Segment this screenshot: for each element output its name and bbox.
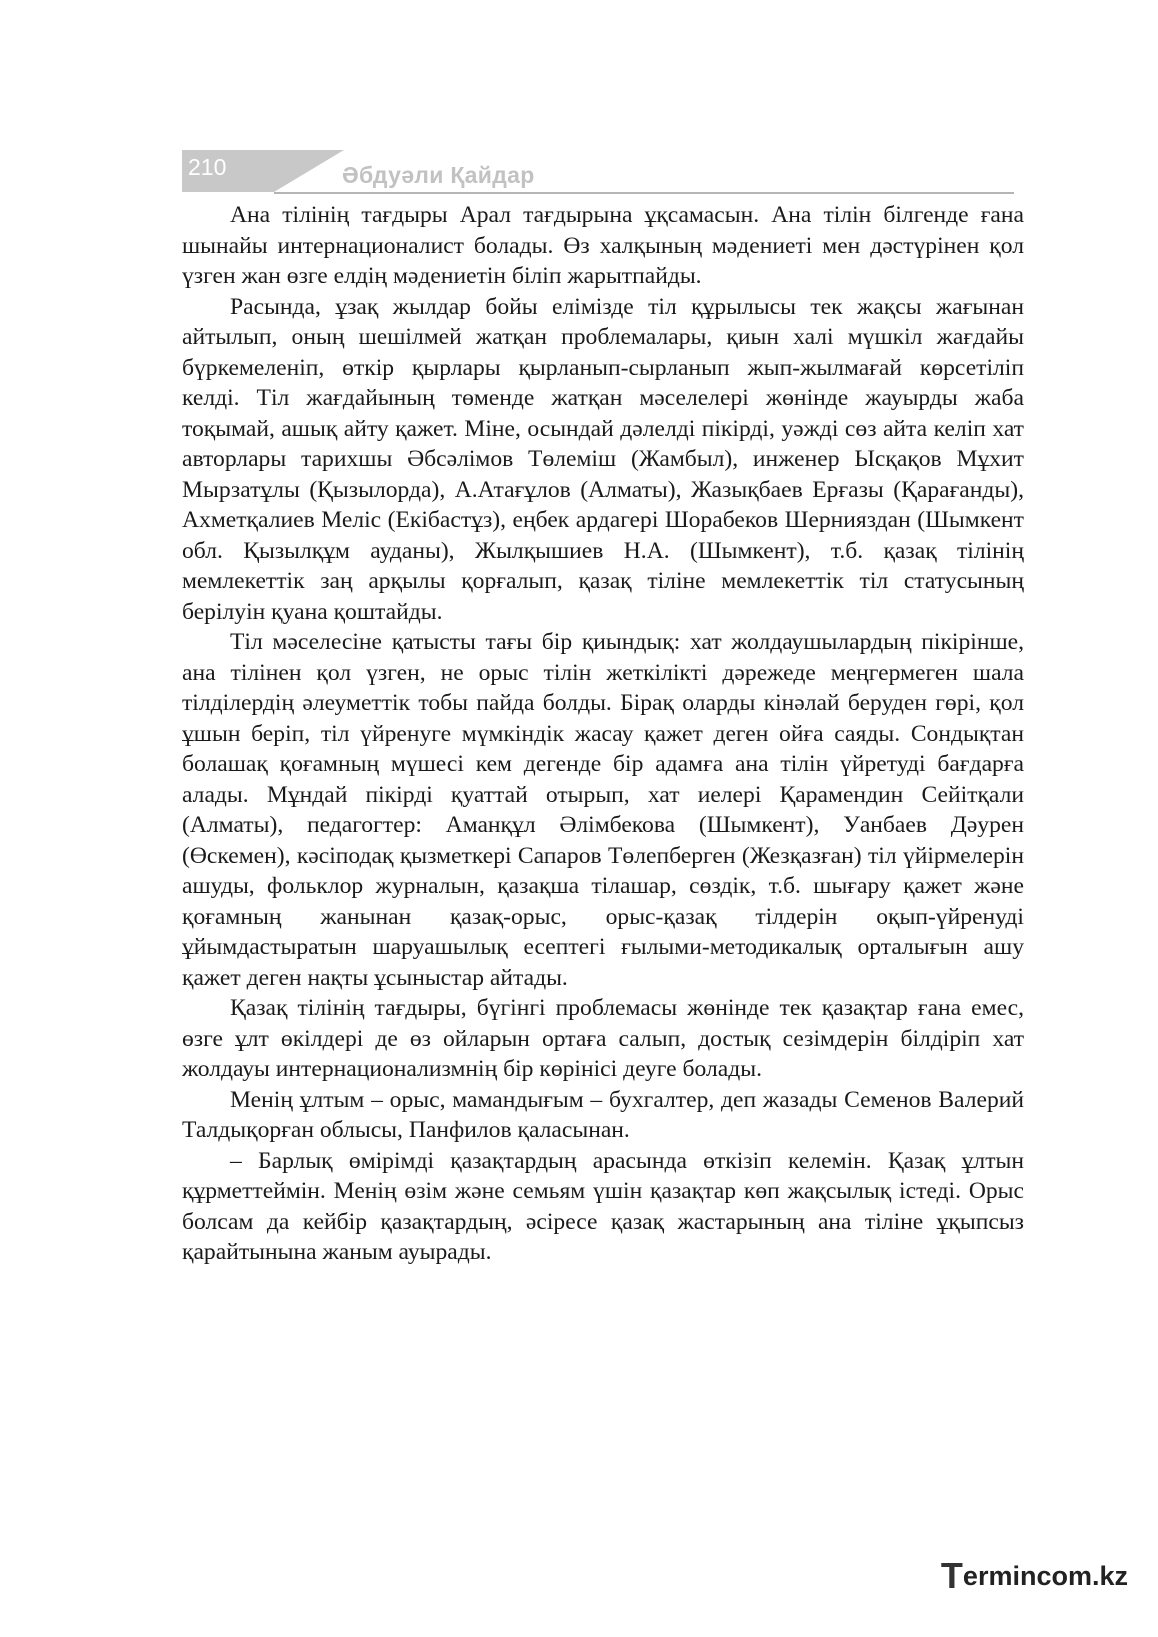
paragraph-3: Тіл мәселесіне қатысты тағы бір қиындық: хат жолдаушылардың пікірінше, ана тілінен қол үзген, не орыс тілін жеткілікті дәрежеде меңгермеген шала тілділердің әлеуметтік тобы пайда болды. Бірақ оларды кінәлай беруден гөрі, қол ұшын беріп, тіл үйренуге мүмкіндік жасау қажет деген ойға саяды. Сондықтан болашақ қоғамның мүшесі кем дегенде бір адамға ана тілін үйретуді бағдарға алады. Мұндай пікірді қуаттай отырып, хат иелері Қарамендин Сейітқали (Алматы), педагогтер: Аманқұл Әлімбекова (Шымкент), Уанбаев Дәурен (Өскемен), кәсіподақ қызметкері Сапаров Төлепберген (Жезқазған) тіл үйірмелерін ашуды, фольклор журналын, қазақша тілашар, сөздік, т.б. шығару қажет және қоғамның жанынан қазақ-орыс, орыс-қазақ тілдерін оқып-үйренуді ұйымдастыратын шаруашылық есептегі ғылыми-методикалық орталығын ашу қажет деген нақты ұсыныстар айтады. — [182, 629, 1024, 991]
paragraph-2: Расында, ұзақ жылдар бойы елімізде тіл құрылысы тек жақсы жағынан айтылып, оның шешілмей жатқан проблемалары, қиын халі мүшкіл жағдайы бүркемеленіп, өткір қырлары қырланып-сырланып жып-жылмағай көрсетіліп келді. Тіл жағдайының төменде жатқан мәселелері жөнінде жауырды жаба тоқымай, ашық айту қажет. Міне, осындай дәлелді пікірді, уәжді сөз айта келіп хат авторлары тарихшы Әбсәлімов Төлеміш (Жамбыл), инженер Ысқақов Мұхит Мырзатұлы (Қызылорда), А.Атағұлов (Алматы), Жазықбаев Ерғазы (Қарағанды), Ахметқалиев Меліс (Екібастұз), еңбек ардагері Шорабеков Шернияздан (Шымкент обл. Қызылқұм ауданы), Жылқышиев Н.А. (Шымкент), т.б. қазақ тілінің мемлекеттік заң арқылы қорғалып, қазақ тіліне мемлекеттік тіл статусының берілуін қуана қоштайды. — [182, 293, 1024, 625]
termincom-watermark — [941, 1555, 1128, 1597]
body-text — [182, 200, 1024, 1268]
watermark-text-b: o — [1051, 1561, 1068, 1591]
running-header-author: Әбдуәли Қайдар — [342, 162, 535, 188]
watermark-initial: T — [940, 1555, 963, 1596]
header-rule — [274, 192, 1014, 194]
paragraph-4: Қазақ тілінің тағдыры, бүгінгі проблемасы жөнінде тек қазақтар ғана емес, өзге ұлт өкілдері де өз ойларын ортаға салып, достық сезімдерін білдіріп хат жолдауы интернационализмнің бір көрінісі деуге болады. — [182, 995, 1024, 1082]
page-number-box — [182, 150, 274, 192]
page-number: 210 — [188, 154, 227, 180]
paragraph-5: Менің ұлтым – орыс, мамандығым – бухгалтер, деп жазады Семенов Валерий Талдықорған облысы, Панфилов қаласынан. — [182, 1086, 1024, 1143]
header-wedge-decoration — [274, 150, 344, 192]
paragraph-1: Ана тілінің тағдыры Арал тағдырына ұқсамасын. Ана тілін білгенде ғана шынайы интернационалист болады. Өз халқының мәдениеті мен дәстүрінен қол үзген жан өзге елдің мәдениетін біліп жарытпайды. — [182, 202, 1024, 289]
paragraph-6: – Барлық өмірімді қазақтардың арасында өткізіп келемін. Қазақ ұлтын құрметтеймін. Менің өзім және семьям үшін қазақтар көп жақсылық істеді. Орыс болсам да кейбір қазақтардың, әсіресе қазақ жастарының ана тіліне ұқыпсыз қарайтынына жаным ауырады. — [182, 1147, 1024, 1265]
page-header — [182, 150, 1022, 195]
watermark-text-c: m.kz — [1067, 1561, 1128, 1591]
watermark-text-a: erminc — [962, 1561, 1052, 1591]
